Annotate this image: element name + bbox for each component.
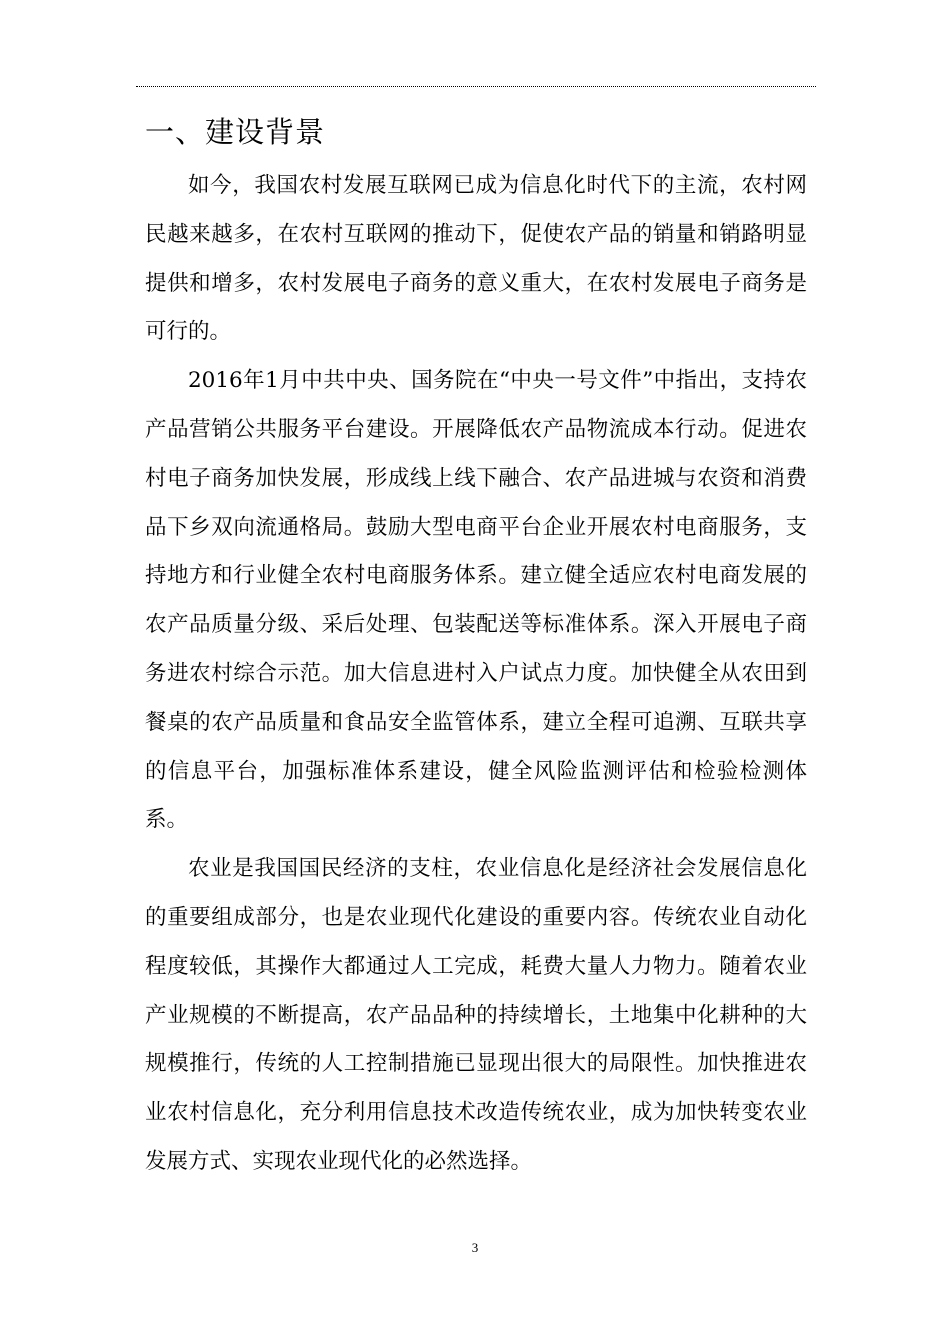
body-text — [145, 162, 807, 1187]
page-number: 3 — [471, 1240, 479, 1255]
paragraph-1: 如今，我国农村发展互联网已成为信息化时代下的主流，农村网民越来越多，在农村互联网的推动下，促使农产品的销量和销路明显提供和增多，农村发展电子商务的意义重大，在农村发展电子商务是可行的。 — [145, 173, 807, 345]
paragraph-2: 2016年1月中共中央、国务院在“中央一号文件”中指出，支持农产品营销公共服务平台建设。开展降低农产品物流成本行动。促进农村电子商务加快发展，形成线上线下融合、农产品进城与农资和消费品下乡双向流通格局。鼓励大型电商平台企业开展农村电商服务，支持地方和行业健全农村电商服务体系。建立健全适应农村电商发展的农产品质量分级、采后处理、包装配送等标准体系。深入开展电子商务进农村综合示范。加大信息进村入户试点力度。加快健全从农田到餐桌的农产品质量和食品安全监管体系，建立全程可追溯、互联共享的信息平台，加强标准体系建设，健全风险监测评估和检验检测体系。 — [145, 368, 807, 833]
paragraph-3: 农业是我国国民经济的支柱，农业信息化是经济社会发展信息化的重要组成部分，也是农业现代化建设的重要内容。传统农业自动化程度较低，其操作大都通过人工完成，耗费大量人力物力。随着农业产业规模的不断提高，农产品品种的持续增长，土地集中化耕种的大规模推行，传统的人工控制措施已显现出很大的局限性。加快推进农业农村信息化，充分利用信息技术改造传统农业，成为加快转变农业发展方式、实现农业现代化的必然选择。 — [145, 856, 807, 1174]
header-dotted-rule — [136, 86, 816, 87]
section-heading: 一、建设背景 — [145, 115, 326, 149]
